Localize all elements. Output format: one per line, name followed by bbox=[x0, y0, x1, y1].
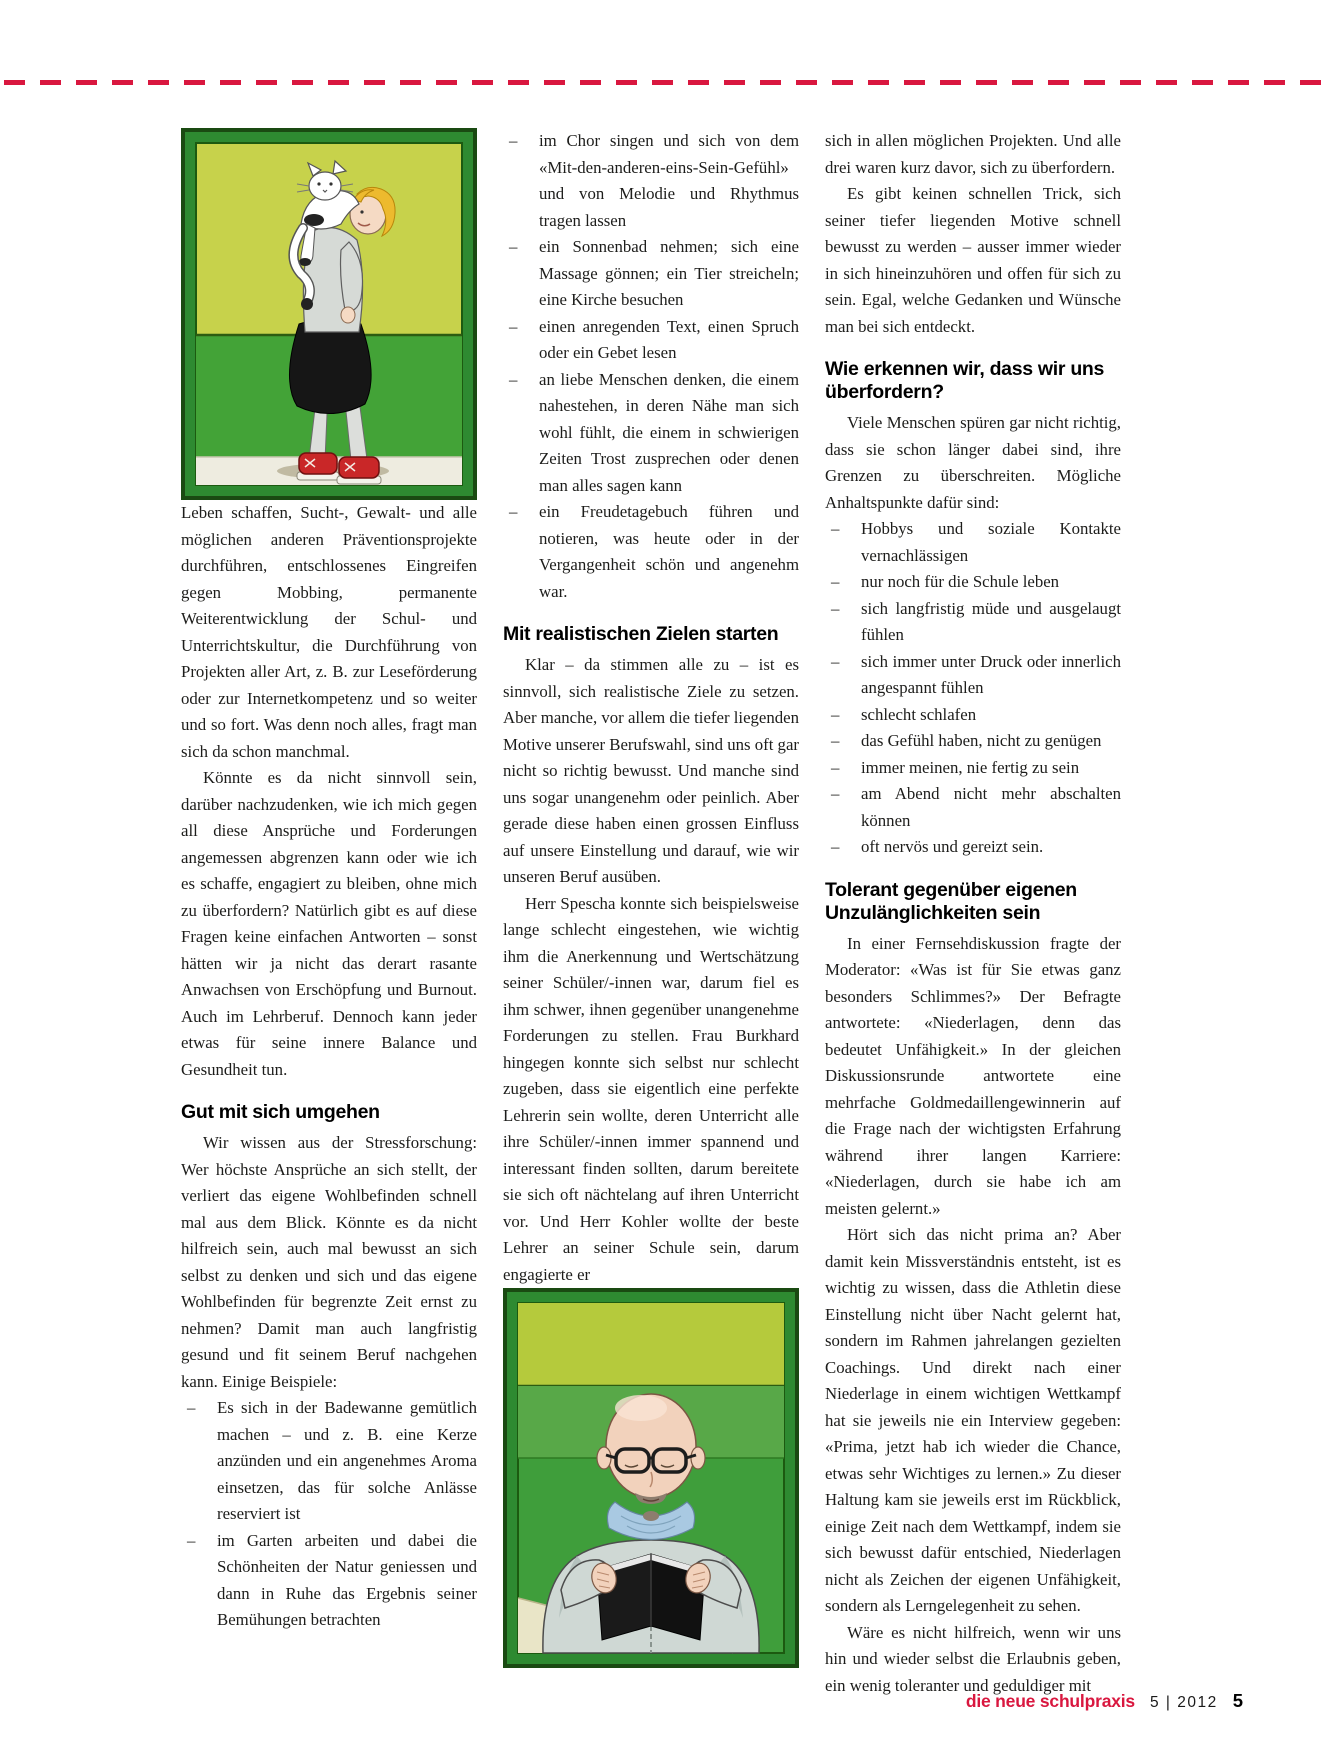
body-paragraph: Hört sich das nicht prima an? Aber damit kein Missverständnis entsteht, ist es wichtig zu wissen, dass die Athletin diese Einstellung nicht über Nacht gelernt hat, sondern im Rahmen jahrelangen gezielten Coachings. Und direkt nach einer Niederlage in einem wichtigen Wettkampf hat sie jeweils nie ein Interview gegeben: «Prima, jetzt hab ich wieder die Chance, etwas sehr Wichtiges zu lernen.» Zu dieser Haltung kam sie jeweils erst im Rückblick, einige Zeit nach dem Wettkampf, indem sie sich bewusst dafür entschied, Niederlagen nicht als Zeichen der eigenen Unfähigkeit, sondern als Lerngelegenheit zu sehen. bbox=[825, 1225, 1121, 1615]
list-item bbox=[825, 596, 1121, 649]
list-dash: – bbox=[831, 519, 840, 538]
list-item bbox=[503, 128, 799, 234]
illustration-man-reading bbox=[503, 1288, 799, 1668]
list-item bbox=[825, 569, 1121, 596]
list-dash: – bbox=[509, 316, 518, 336]
list-item-text: im Chor singen und sich von dem «Mit-den-anderen-eins-Sein-Gefühl» und von Melodie und Rhythmus tragen lassen bbox=[539, 131, 799, 230]
body-paragraph: Klar – da stimmen alle zu – ist es sinnvoll, sich realistische Ziele zu setzen. Aber manche, vor allem die tiefer liegenden Motive unserer Berufswahl, sind uns oft gar nicht so richtig bewusst. Und manche sind uns sogar unangenehm oder peinlich. Aber gerade diese haben einen grossen Einfluss auf unsere Einstellung und darauf, wie wir unseren Beruf ausüben. bbox=[503, 655, 799, 886]
list-item-text: das Gefühl haben, nicht zu genügen bbox=[861, 731, 1102, 750]
illustration-woman-with-cat bbox=[181, 128, 477, 500]
body-paragraph: Leben schaffen, Sucht-, Gewalt- und alle möglichen anderen Präventionsprojekte durchführen, entschlossenes Eingreifen gegen Mobbing, permanente Weiterentwicklung der Schul- und Unterrichtskultur, die Durchführung von Projekten aller Art, z. B. zur Leseförderung oder zur Internetkompetenz und so weiter und so fort. Was denn noch alles, fragt man sich da schon manchmal. bbox=[181, 503, 477, 761]
list-item bbox=[825, 702, 1121, 729]
list-item bbox=[825, 516, 1121, 569]
list-item-text: ein Sonnenbad nehmen; sich eine Massage gönnen; ein Tier streicheln; eine Kirche besuchen bbox=[539, 237, 799, 309]
list-item bbox=[181, 1395, 477, 1528]
list-item bbox=[825, 728, 1121, 755]
list-item-text: sich immer unter Druck oder innerlich angespannt fühlen bbox=[861, 651, 1121, 697]
list-item-text: ein Freudetagebuch führen und notieren, was heute oder in der Vergangenheit schön und angenehm war. bbox=[539, 502, 799, 601]
section-heading: Tolerant gegenüber eigenen Unzulänglichkeiten sein bbox=[825, 878, 1077, 924]
issue-label: 5 | 2012 bbox=[1149, 1694, 1218, 1711]
section-heading: Wie erkennen wir, dass wir uns überfordern? bbox=[825, 358, 1105, 403]
list-item bbox=[825, 755, 1121, 782]
list-item-text: Hobbys und soziale Kontakte vernachlässigen bbox=[861, 519, 1121, 565]
list-item bbox=[825, 781, 1121, 834]
list-item-text: am Abend nicht mehr abschalten können bbox=[861, 784, 1121, 830]
list-item-text: im Garten arbeiten und dabei die Schönheiten der Natur geniessen und dann in Ruhe das Ergebnis seiner Bemühungen betrachten bbox=[217, 1530, 477, 1629]
list-item-text: Es sich in der Badewanne gemütlich machen – und z. B. eine Kerze anzünden und ein angenehmes Aroma einsetzen, das für solche Anlässe reserviert ist bbox=[217, 1398, 477, 1523]
list-item-text: immer meinen, nie fertig zu sein bbox=[861, 757, 1080, 777]
list-item-text: einen anregenden Text, einen Spruch oder ein Gebet lesen bbox=[539, 316, 799, 362]
body-paragraph: Könnte es da nicht sinnvoll sein, darüber nachzudenken, wie ich mich gegen all diese Ansprüche und Forderungen angemessen abgrenzen kann oder wie ich es schaffe, engagiert zu bleiben, ohne mich zu überfordern? Natürlich gibt es auf diese Fragen keine einfachen Antworten – sonst hätten wir ja nicht das derart rasante Anwachsen von Erschöpfung und Burnout. Auch im Lehrberuf. Dennoch kann jeder etwas für seine innere Balance und Gesundheit tun. bbox=[181, 768, 477, 1079]
list-dash: – bbox=[831, 572, 840, 591]
middle-column bbox=[503, 128, 799, 1668]
list-item bbox=[503, 367, 799, 500]
list-dash: – bbox=[509, 237, 518, 256]
section-heading: Gut mit sich umgehen bbox=[181, 1101, 380, 1123]
page-number: 5 bbox=[1232, 1690, 1243, 1711]
list-item-text: schlecht schlafen bbox=[861, 704, 977, 724]
top-dashed-rule bbox=[4, 80, 1329, 85]
body-paragraph: Herr Spescha konnte sich beispielsweise lange schlecht eingestehen, wie wichtig ihm die Anerkennung und Wertschätzung seiner Schüler/-innen war, darum fiel es ihm schwer, ihnen gegenüber unangenehme Forderungen zu stellen. Frau Burkhard hingegen konnte sich selbst nur schlecht zugeben, dass sie eigentlich eine perfekte Lehrerin sein wollte, deren Unterricht alle ihre Schüler/-innen immer spannend und interessant finden sollten, darum bereitete sie sich oft nächtelang auf ihren Unterricht vor. Und Herr Kohler wollte der beste Lehrer an seiner Schule sein, darum engagierte er bbox=[503, 893, 799, 1284]
list-item bbox=[503, 314, 799, 367]
list-item-text: nur noch für die Schule leben bbox=[861, 572, 1060, 591]
body-paragraph: Wäre es nicht hilfreich, wenn wir uns hin und wieder selbst die Erlaubnis geben, ein wenig toleranter und geduldiger mit bbox=[825, 1622, 1121, 1695]
list-dash: – bbox=[187, 1398, 196, 1417]
body-paragraph: sich in allen möglichen Projekten. Und alle drei waren kurz davor, sich zu überfordern. bbox=[825, 131, 1121, 177]
list-item-text: an liebe Menschen denken, die einem nahestehen, in deren Nähe man sich wohl fühlt, die einem in schwierigen Zeiten Trost zusprechen oder denen man alles sagen kann bbox=[539, 369, 799, 495]
body-paragraph: Es gibt keinen schnellen Trick, sich seiner tiefer liegenden Motive schnell bewusst zu werden – ausser immer wieder in sich hineinzuhören und offen für sich zu sein. Egal, welche Gedanken und Wünsche man bei sich entdeckt. bbox=[825, 184, 1121, 336]
list-dash: – bbox=[509, 131, 518, 150]
right-column bbox=[825, 128, 1121, 1699]
list-dash: – bbox=[831, 598, 840, 618]
list-item bbox=[503, 499, 799, 605]
list-item-text: sich langfristig müde und ausgelaugt fühlen bbox=[861, 598, 1121, 644]
section-heading: Mit realistischen Zielen starten bbox=[503, 623, 779, 645]
list-item-text: oft nervös und gereizt sein. bbox=[861, 837, 1044, 856]
list-item bbox=[181, 1528, 477, 1634]
left-column bbox=[181, 128, 477, 1634]
list-dash: – bbox=[831, 704, 840, 724]
list-dash: – bbox=[509, 369, 518, 389]
list-dash: – bbox=[831, 837, 840, 856]
body-paragraph: Viele Menschen spüren gar nicht richtig, dass sie schon länger dabei sind, ihre Grenzen zu überschreiten. Mögliche Anhaltspunkte dafür sind: bbox=[825, 413, 1121, 512]
list-dash: – bbox=[831, 731, 840, 750]
page-footer bbox=[966, 1690, 1243, 1712]
list-item bbox=[825, 649, 1121, 702]
list-dash: – bbox=[831, 784, 840, 803]
list-item bbox=[825, 834, 1121, 861]
magazine-brand: die neue schulpraxis bbox=[965, 1691, 1135, 1711]
list-dash: – bbox=[187, 1530, 196, 1550]
body-paragraph: Wir wissen aus der Stressforschung: Wer höchste Ansprüche an sich stellt, der verliert das eigene Wohlbefinden schnell mal aus dem Blick. Könnte es da nicht hilfreich sein, auch mal bewusst an sich selbst zu denken und sich und das eigene Wohlbefinden für begrenzte Zeit ernst zu nehmen? Damit man auch langfristig gesund und fit seinem Beruf nachgehen kann. Einige Beispiele: bbox=[181, 1133, 477, 1391]
list-item bbox=[503, 234, 799, 314]
list-dash: – bbox=[831, 651, 840, 671]
list-dash: – bbox=[831, 757, 840, 777]
body-paragraph: In einer Fernsehdiskussion fragte der Moderator: «Was ist für Sie etwas ganz besonders Schlimmes?» Der Befragte antwortete: «Niederlagen, denn das bedeutet Unfähigkeit.» In der gleichen Diskussionsrunde antwortete eine mehrfache Goldmedaillengewinnerin auf die Frage nach der wichtigsten Erfahrung während ihrer langen Karriere: «Niederlagen, durch sie habe ich am meisten gelernt.» bbox=[825, 933, 1121, 1218]
list-dash: – bbox=[509, 502, 518, 521]
